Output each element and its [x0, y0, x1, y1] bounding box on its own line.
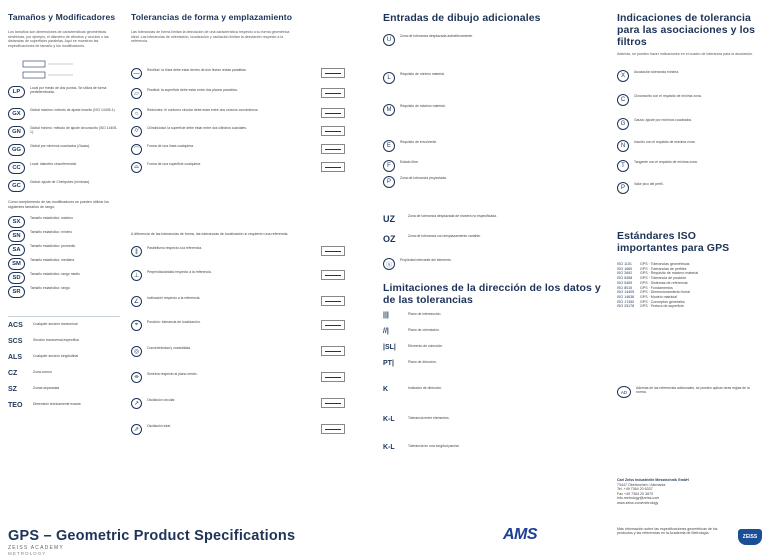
ad-badge: AD — [617, 386, 631, 398]
iso-text: GPS · Tolerancia de posición — [640, 276, 687, 281]
tol-item — [131, 346, 367, 357]
assoc-code: G — [617, 118, 629, 130]
total-runout-icon: ⇗ — [131, 424, 142, 435]
limit-desc: Plano de dirección. — [408, 360, 437, 364]
limit-item — [383, 386, 605, 393]
limit-desc: Indicador de dirección. — [408, 386, 443, 390]
size-code: LP — [8, 86, 25, 98]
limit-item — [383, 360, 605, 367]
limit-item — [383, 312, 605, 319]
iso-text: GPS · Requisito de máximo material — [640, 271, 699, 276]
limit-desc: Plano de orientación. — [408, 328, 440, 332]
iso-text: GPS · Fundamentos — [640, 285, 673, 290]
size-code: GX — [8, 108, 25, 120]
mod-code: SZ — [8, 386, 17, 393]
assoc-item — [617, 94, 759, 106]
entry-code: F — [383, 160, 395, 172]
entry-code: OZ — [383, 234, 396, 244]
stat-item — [8, 258, 118, 270]
association-intro: Además, se pueden hacer indicaciones en el cuadro de tolerancia para la asociación. — [617, 52, 754, 56]
tol-desc: Perpendicularidad respecto a la referencia. — [147, 270, 212, 274]
entry-desc: Requisito de máximo material. — [400, 104, 446, 108]
tol-desc: Inclinación respecto a la referencia. — [147, 296, 201, 300]
stat-desc: Tamaño estadístico: máximo — [30, 216, 73, 220]
iso-number: ISO 1660 — [617, 266, 633, 271]
tolerances-intro: Las tolerancias de forma limitan la desviación de una característica respecto a su forma geométrica ideal. Las tolerancias de orientación, localización y oscilación limitan la desviación respecto a la referencia. — [131, 30, 290, 44]
tol-desc: Planitud: la superficie debe estar entre dos planos paralelos. — [147, 88, 238, 92]
iso-number: ISO 2692 — [617, 271, 633, 276]
assoc-item — [617, 140, 759, 152]
mod-item — [8, 354, 118, 361]
entry-code: E — [383, 140, 395, 152]
size-code: GC — [8, 180, 25, 192]
assoc-item — [617, 70, 759, 82]
cylindricity-icon: ⌭ — [131, 126, 142, 137]
angularity-icon: ∠ — [131, 296, 142, 307]
stat-desc: Tamaño estadístico: rango medio — [30, 272, 80, 276]
tol-item — [131, 372, 367, 383]
assoc-code: C — [617, 94, 629, 106]
tol-desc: Forma de una superficie cualquiera. — [147, 162, 202, 166]
limit-desc: Elemento de colección. — [408, 344, 444, 348]
stat-code: SX — [8, 216, 25, 228]
entry-desc: Zona de tolerancia proyectada. — [400, 176, 447, 180]
sizes-column — [8, 12, 120, 48]
size-desc: Local por medio de dos puntos. Se utiliza de forma predeterminada. — [30, 86, 107, 95]
tol-frame-icon — [321, 246, 345, 256]
assoc-desc: Asociación tolerancia mínima. — [634, 70, 680, 74]
entry-item — [383, 160, 605, 172]
stat-desc: Tamaño estadístico: mínimo — [30, 230, 73, 234]
iso-row — [617, 304, 759, 309]
additional-entries-column — [383, 12, 603, 24]
tol-item — [131, 126, 367, 137]
tolerances-column — [131, 12, 293, 44]
entry-item — [383, 234, 605, 244]
stat-item — [8, 286, 118, 298]
size-item — [8, 86, 118, 98]
tol-desc: Redondez: el contorno circular debe estar entre dos círculos concéntricos. — [147, 108, 259, 112]
entry-item — [383, 104, 605, 116]
entry-code: Ⓢ — [383, 258, 395, 270]
contact-company: Carl Zeiss Industrielle Messtechnik GmbH — [617, 478, 689, 482]
stat-code: SD — [8, 272, 25, 284]
tol-item — [131, 398, 367, 409]
sizes-intro: Los tamaños son dimensiones de características geométricas simétricas, por ejemplo, el diámetro de cilindros y círculos o las distancias de superficies paralelas. Aquí se muestran las especificaciones de tamaño y los modificadores. — [8, 30, 109, 48]
mod-code: TEO — [8, 402, 23, 409]
contact-block — [617, 478, 689, 505]
iso-number: ISO 8015 — [617, 285, 633, 290]
size-example-icon — [18, 58, 78, 82]
tol-frame-icon — [321, 144, 345, 154]
assoc-code: P — [617, 182, 629, 194]
size-item — [8, 144, 118, 156]
contact-line[interactable]: www.zeiss.com/metrology — [617, 500, 659, 505]
tol-item — [131, 68, 367, 79]
mod-code: SCS — [8, 338, 23, 345]
tolerances-intro-2: A diferencia de las tolerancias de forma, las tolerancias de localización sí requieren una referencia. — [131, 232, 289, 236]
tolerances-title: Tolerancias de forma y emplazamiento — [131, 12, 293, 22]
contact-line: Tel. +49 7364 20 6337 — [617, 487, 653, 491]
zeiss-logo: ZEISS — [738, 529, 762, 545]
tol-frame-icon — [321, 346, 345, 356]
stat-desc: Tamaño estadístico: promedio — [30, 244, 76, 248]
tol-desc: Concentricidad y coaxialidad. — [147, 346, 192, 350]
entry-code: L — [383, 72, 395, 84]
tol-frame-icon — [321, 68, 345, 78]
entry-desc: Propiedad relevante del elemento. — [400, 258, 452, 262]
entry-item — [383, 72, 605, 84]
iso-number: ISO 25178 — [617, 304, 635, 309]
entry-desc: Zona de tolerancia desplazada de manera no especificada. — [408, 214, 497, 218]
entry-desc: Requisito de mínimo material. — [400, 72, 445, 76]
size-code: GN — [8, 126, 25, 138]
size-desc: Global máximo: método de ajuste inscrito (ISO 14405-1). — [30, 108, 116, 112]
limits-title: Limitaciones de la dirección de los datos y de las tolerancias — [383, 282, 601, 306]
limit-code: //| — [383, 328, 389, 335]
entry-item — [383, 258, 605, 270]
contact-line[interactable]: info.metrology@zeiss.com — [617, 496, 660, 500]
tol-item — [131, 162, 367, 173]
iso-text: GPS · Sistemas de referencia — [640, 280, 688, 285]
iso-number: ISO 5458 — [617, 276, 633, 281]
entry-desc: Estado libre. — [400, 160, 419, 164]
tol-frame-icon — [321, 126, 345, 136]
stat-desc: Tamaño estadístico: mediana — [30, 258, 75, 262]
contact-line: 73447 Oberkochen / Alemania — [617, 482, 666, 487]
circular-runout-icon: ↗ — [131, 398, 142, 409]
limits-title-wrap — [383, 282, 603, 306]
iso-section — [617, 230, 759, 254]
size-item — [8, 126, 118, 138]
tol-item — [131, 320, 367, 331]
size-item — [8, 108, 118, 120]
stat-item — [8, 230, 118, 242]
flatness-icon: ▱ — [131, 88, 142, 99]
entry-desc: Zona de tolerancia con desplazamiento variable. — [408, 234, 481, 238]
mod-desc: Cualquier sección longitudinal — [33, 354, 79, 358]
limit-code: PT| — [383, 360, 394, 367]
mod-desc: Zonas separadas — [33, 386, 60, 390]
assoc-code: N — [617, 140, 629, 152]
limit-desc: Tolerancia en una longitud parcial. — [408, 444, 460, 448]
entry-code: UZ — [383, 214, 395, 224]
iso-number: ISO 14638 — [617, 294, 635, 299]
tol-frame-icon — [321, 424, 345, 434]
tol-frame-icon — [321, 162, 345, 172]
tol-item — [131, 270, 367, 281]
limit-code: ||| — [383, 312, 389, 319]
assoc-desc: Valor pico del perfil. — [634, 182, 664, 186]
iso-text: GPS · Modelo matricial — [640, 294, 677, 299]
stats-intro: Como complemento de las modificadores se pueden utilizar los siguientes tamaños de rango: — [8, 200, 109, 209]
iso-list — [617, 262, 759, 309]
limit-item — [383, 344, 605, 351]
assoc-desc: Inscrito con el requisito de máxima zona. — [634, 140, 696, 144]
size-code: CC — [8, 162, 25, 174]
tol-item — [131, 88, 367, 99]
stat-item — [8, 216, 118, 228]
iso-number: ISO 17450 — [617, 299, 635, 304]
limit-item — [383, 416, 605, 423]
mod-item — [8, 386, 118, 393]
assoc-desc: Circunscrito con el requisito de mínima zona. — [634, 94, 702, 98]
tol-frame-icon — [321, 88, 345, 98]
poster-title: GPS – Geometric Product Specifications — [8, 528, 296, 544]
entry-desc: Zona de tolerancia desplazada asimétricamente. — [400, 34, 474, 38]
assoc-item — [617, 160, 759, 172]
association-column — [617, 12, 759, 57]
entry-code: U — [383, 34, 395, 46]
tol-desc: Paralelismo respecto a la referencia. — [147, 246, 203, 250]
mod-desc: Sección transversal específica — [33, 338, 79, 342]
tol-desc: Oscilación circular. — [147, 398, 176, 402]
tol-frame-icon — [321, 398, 345, 408]
stat-item — [8, 272, 118, 284]
tol-desc: Oscilación total. — [147, 424, 171, 428]
limit-code: K-L — [383, 444, 395, 451]
parallelism-icon: ∥ — [131, 246, 142, 257]
iso-text: GPS · Tolerancias de perfiles — [640, 266, 687, 271]
ams-logo: AMS — [503, 526, 538, 543]
stat-code: SA — [8, 244, 25, 256]
stat-code: SR — [8, 286, 25, 298]
line-profile-icon: ⌒ — [131, 144, 142, 155]
tol-desc: Rectitud: la línea debe estar dentro de dos líneas rectas paralelas. — [147, 68, 247, 72]
size-item — [8, 180, 118, 192]
assoc-item — [617, 182, 759, 194]
stat-desc: Tamaño estadístico: rango — [30, 286, 70, 290]
size-item — [8, 162, 118, 174]
mod-code: ALS — [8, 354, 22, 361]
tol-item — [131, 144, 367, 155]
mod-item — [8, 402, 118, 409]
tol-item — [131, 246, 367, 257]
stat-code: SM — [8, 258, 25, 270]
size-desc: Local: diámetro circunferencial. — [30, 162, 77, 166]
roundness-icon: ○ — [131, 108, 142, 119]
stat-code: SN — [8, 230, 25, 242]
iso-title: Estándares ISO importantes para GPS — [617, 230, 730, 254]
tol-desc: Simetría respecto al plano medio. — [147, 372, 198, 376]
iso-number: ISO 1101 — [617, 262, 632, 266]
mod-desc: Dimensión teóricamente exacta — [33, 402, 81, 406]
assoc-code: X — [617, 70, 629, 82]
limit-item — [383, 444, 605, 451]
tol-frame-icon — [321, 296, 345, 306]
metrology-label: METROLOGY — [8, 551, 47, 556]
size-example-figure — [18, 58, 78, 82]
entry-item — [383, 34, 605, 46]
tol-frame-icon — [321, 108, 345, 118]
iso-text: GPS · Conceptos generales — [640, 299, 685, 304]
assoc-item — [617, 118, 759, 130]
size-desc: Global: ajuste de Chebyshev (minimax). — [30, 180, 91, 184]
iso-number: ISO 5459 — [617, 280, 633, 285]
tol-desc: Forma de una línea cualquiera. — [147, 144, 194, 148]
perpendicularity-icon: ⊥ — [131, 270, 142, 281]
tol-item — [131, 108, 367, 119]
divider — [8, 316, 120, 317]
limit-code: K-L — [383, 416, 395, 423]
footer-note: Más información sobre las especificaciones geométricas de los productos y las referencias en la Academia de Metrología. — [617, 527, 718, 536]
mod-desc: Zona común — [33, 370, 52, 374]
surface-profile-icon: ⌓ — [131, 162, 142, 173]
association-title: Indicaciones de tolerancia para las asociaciones y los filtros — [617, 12, 756, 48]
assoc-desc: Tangente con el requisito de mínima zona. — [634, 160, 698, 164]
entry-code: P — [383, 176, 395, 188]
mod-item — [8, 370, 118, 377]
mod-desc: Cualquier sección transversal — [33, 322, 78, 326]
entry-desc: Requisito de envolvente. — [400, 140, 438, 144]
tol-item — [131, 296, 367, 307]
mod-code: ACS — [8, 322, 23, 329]
iso-text: GPS · Tolerancias geométricas — [640, 262, 690, 266]
iso-text: GPS · Textura de superficie — [640, 304, 684, 309]
tol-frame-icon — [321, 372, 345, 382]
tol-desc: Posición: tolerancia de localización. — [147, 320, 201, 324]
mod-code: CZ — [8, 370, 18, 377]
entry-item — [383, 140, 605, 152]
assoc-desc: Gauss: ajuste por mínimos cuadrados. — [634, 118, 693, 122]
contact-line: Fax +49 7364 20 3870 — [617, 491, 654, 496]
limit-code: K — [383, 386, 389, 393]
position-icon: ⌖ — [131, 320, 142, 331]
straightness-icon: — — [131, 68, 142, 79]
size-desc: Global mínimo: método de ajuste circunscrito (ISO 14405-1). — [30, 126, 118, 135]
tol-item — [131, 424, 367, 435]
size-desc: Global por mínimos cuadrados (Gauss). — [30, 144, 91, 148]
ad-note-text: Además de las referencias adicionales, se pueden aplicar otras reglas de la norma. — [636, 386, 750, 395]
limit-desc: Tolerancia entre elementos. — [408, 416, 450, 420]
tol-frame-icon — [321, 270, 345, 280]
iso-text: GPS · Dimensionamiento lineal — [640, 290, 690, 295]
stat-item — [8, 244, 118, 256]
limit-desc: Plano de intersección. — [408, 312, 442, 316]
entry-code: M — [383, 104, 395, 116]
entry-item — [383, 176, 605, 188]
mod-item — [8, 322, 118, 329]
tol-desc: Cilindricidad: la superficie debe estar entre dos cilindros coaxiales. — [147, 126, 247, 130]
assoc-code: T — [617, 160, 629, 172]
zeiss-academy-label: ZEISS ACADEMY — [8, 545, 64, 551]
additional-title: Entradas de dibujo adicionales — [383, 12, 541, 24]
tol-frame-icon — [321, 320, 345, 330]
limit-code: |SL| — [383, 344, 396, 351]
sizes-title: Tamaños y Modificadores — [8, 12, 116, 22]
entry-item — [383, 214, 605, 224]
size-code: GG — [8, 144, 25, 156]
mod-item — [8, 338, 118, 345]
concentricity-icon: ◎ — [131, 346, 142, 357]
ad-note — [617, 386, 759, 398]
symmetry-icon: ⌯ — [131, 372, 142, 383]
iso-number: ISO 14405 — [617, 290, 635, 295]
limit-item — [383, 328, 605, 335]
